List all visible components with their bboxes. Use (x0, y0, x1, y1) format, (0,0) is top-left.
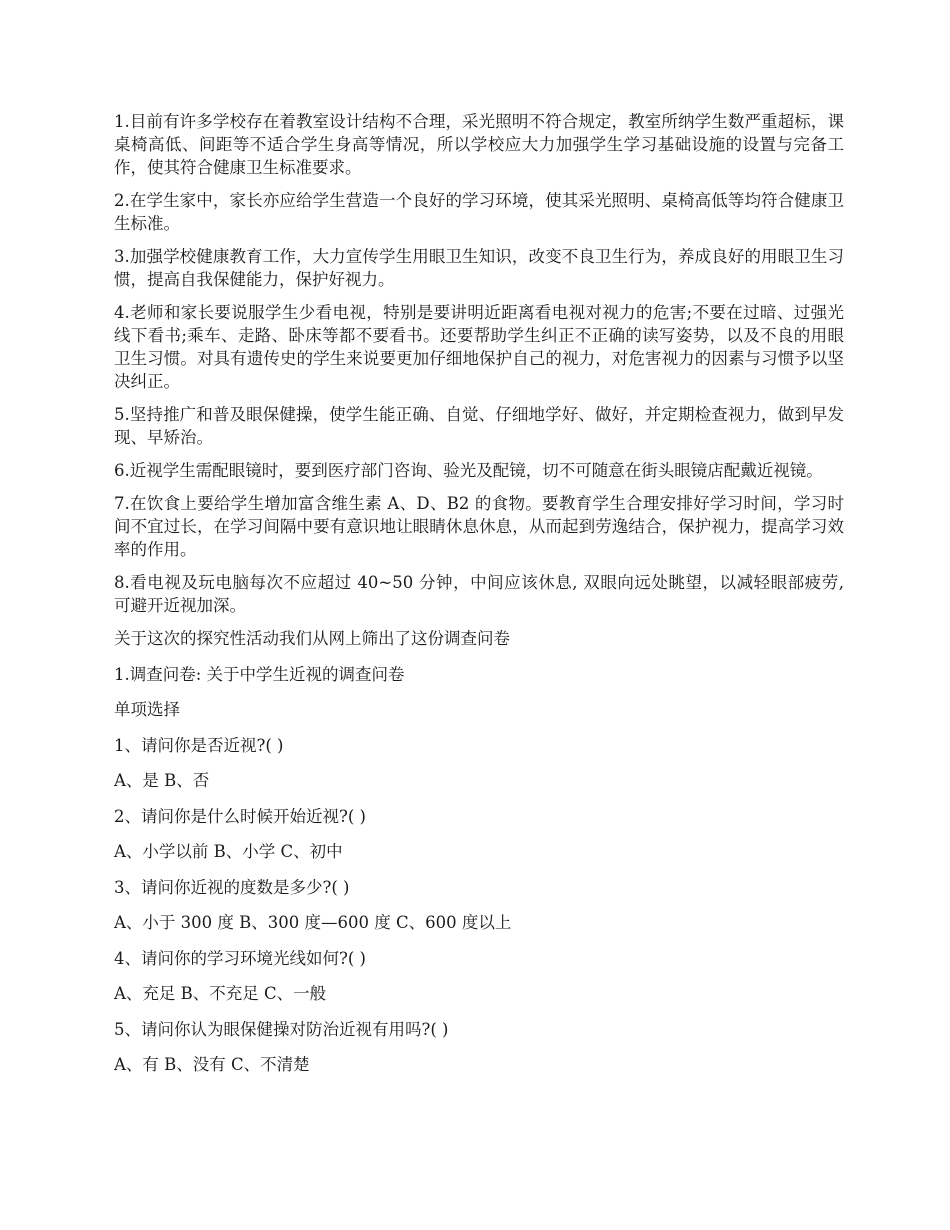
question-2-options: A、小学以前 B、小学 C、初中 (114, 842, 343, 861)
question-3-options: A、小于 300 度 B、300 度—600 度 C、600 度以上 (114, 913, 512, 932)
paragraph-3: 3.加强学校健康教育工作，大力宣传学生用眼卫生知识，改变不良卫生行为，养成良好的用眼卫生习惯，提高自我保健能力，保护好视力。 (114, 247, 844, 289)
question-2: 2、请问你是什么时候开始近视?( ) (114, 806, 366, 826)
question-1: 1、请问你是否近视?( ) (114, 735, 284, 755)
paragraph-8: 8.看电视及玩电脑每次不应超过 40~50 分钟，中间应该休息, 双眼向远处眺望，以减轻眼部疲劳, 可避开近视加深。 (114, 573, 844, 615)
question-3: 3、请问你近视的度数是多少?( ) (114, 877, 350, 897)
question-5: 5、请问你认为眼保健操对防治近视有用吗?( ) (114, 1019, 449, 1039)
question-4-options: A、充足 B、不充足 C、一般 (114, 984, 327, 1003)
question-4: 4、请问你的学习环境光线如何?( ) (114, 948, 366, 968)
survey-title: 1.调查问卷: 关于中学生近视的调查问卷 (114, 664, 405, 684)
paragraph-6: 6.近视学生需配眼镜时，要到医疗部门咨询、验光及配镜，切不可随意在街头眼镜店配戴近视镜。 (114, 461, 823, 480)
document-page (114, 110, 844, 1089)
question-5-options: A、有 B、没有 C、不清楚 (114, 1055, 310, 1074)
section-label: 单项选择 (114, 700, 180, 719)
question-1-options: A、是 B、否 (114, 771, 210, 790)
paragraph-1: 1.目前有许多学校存在着教室设计结构不合理，采光照明不符合规定，教室所纳学生数严重超标，课桌椅高低、间距等不适合学生身高等情况，所以学校应大力加强学生学习基础设施的设置与完备工作，使其符合健康卫生标准要求。 (114, 112, 844, 177)
paragraph-7: 7.在饮食上要给学生增加富含维生素 A、D、B2 的食物。要教育学生合理安排好学习时间，学习时间不宜过长，在学习间隔中要有意识地让眼睛休息休息，从而起到劳逸结合，保护视力，提高学习效率的作用。 (114, 494, 844, 559)
paragraph-2: 2.在学生家中，家长亦应给学生营造一个良好的学习环境，使其采光照明、桌椅高低等均符合健康卫生标准。 (114, 191, 844, 233)
paragraph-4: 4.老师和家长要说服学生少看电视，特别是要讲明近距离看电视对视力的危害;不要在过暗、过强光线下看书;乘车、走路、卧床等都不要看书。还要帮助学生纠正不正确的读写姿势，以及不良的用眼卫生习惯。对具有遗传史的学生来说要更加仔细地保护自己的视力，对危害视力的因素与习惯予以坚决纠正。 (114, 303, 844, 391)
paragraph-5: 5.坚持推广和普及眼保健操，使学生能正确、自觉、仔细地学好、做好，并定期检查视力，做到早发现、早矫治。 (114, 405, 844, 447)
intro-text: 关于这次的探究性活动我们从网上筛出了这份调查问卷 (114, 629, 510, 648)
